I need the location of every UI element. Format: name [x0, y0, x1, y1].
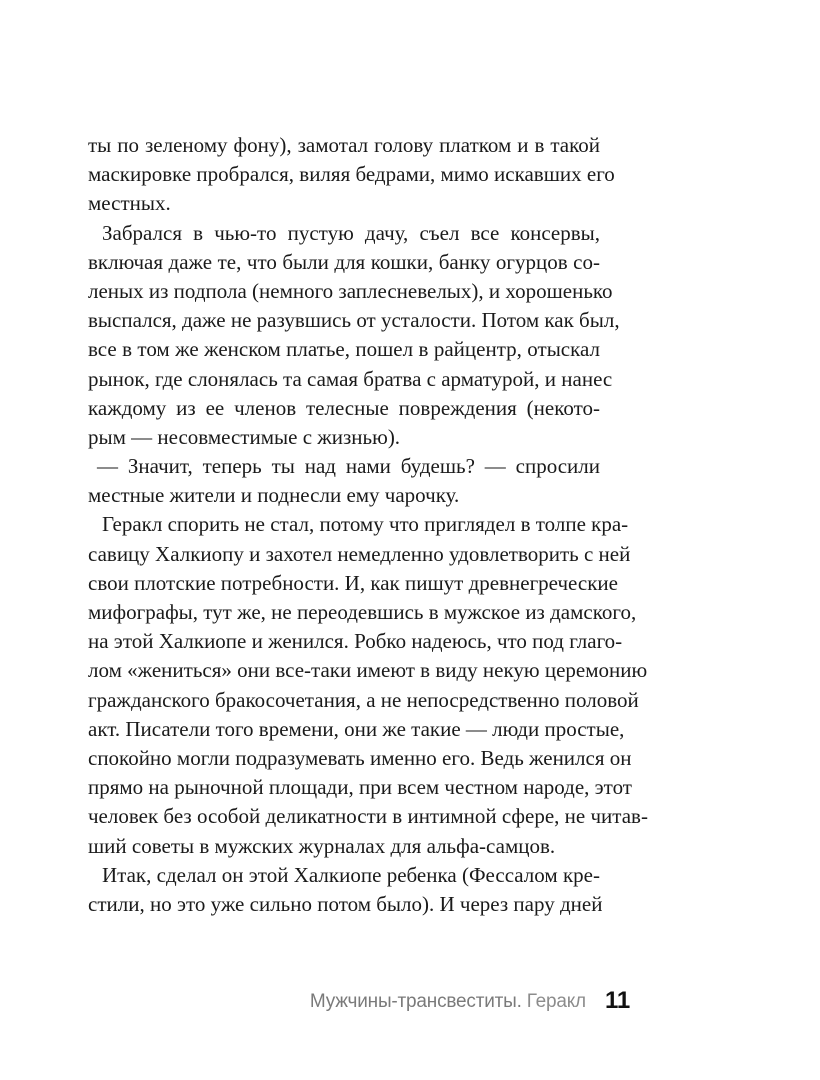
text-line: спокойно могли подразумевать именно его. Ведь женился он: [88, 745, 632, 770]
text-line: рынок, где слонялась та самая братва с арматурой, и нанес: [88, 366, 613, 391]
text-line: местных.: [88, 191, 171, 216]
text-line: Забрался в чью-то пустую дачу, съел все консервы,: [102, 220, 600, 245]
body-text: [88, 131, 648, 919]
text-line: все в том же женском платье, пошел в райцентр, отыскал: [88, 337, 600, 362]
page-number: 11: [605, 987, 630, 1014]
text-line: каждому из ее членов телесные повреждения (некото-: [88, 395, 600, 420]
text-line: савицу Халкиопу и захотел немедленно удовлетворить с ней: [88, 541, 631, 566]
text-line: Геракл спорить не стал, потому что приглядел в толпе кра-: [102, 512, 629, 537]
text-line: ты по зеленому фону), замотал голову платком и в такой: [88, 133, 600, 157]
text-line: включая даже те, что были для кошки, банку огурцов со-: [88, 249, 600, 274]
text-line: гражданского бракосочетания, а не непосредственно половой: [88, 687, 639, 712]
text-line: на этой Халкиопе и женился. Робко надеюсь, что под глаго-: [88, 629, 623, 654]
text-line: ший советы в мужских журналах для альфа-самцов.: [88, 833, 556, 858]
text-line: Итак, сделал он этой Халкиопе ребенка (Фессалом кре-: [102, 862, 600, 887]
text-line: человек без особой деликатности в интимной сфере, не читав-: [88, 804, 648, 829]
text-line: леных из подпола (немного заплесневелых), и хорошенько: [88, 278, 613, 303]
text-line: маскировке пробрался, виляя бедрами, мимо искавших его: [88, 162, 615, 187]
text-line: — Значит, теперь ты над нами будешь? — спросили: [97, 454, 600, 479]
text-line: мифографы, тут же, не переодевшись в мужское из дамского,: [88, 600, 637, 624]
text-line: рым — несовместимые с жизнью).: [88, 424, 401, 449]
text-line: свои плотские потребности. И, как пишут древнегреческие: [88, 570, 618, 595]
text-line: местные жители и поднесли ему чарочку.: [88, 483, 460, 508]
footer-chapter-title: Геракл: [526, 991, 586, 1012]
text-line: акт. Писатели того времени, они же такие — люди простые,: [88, 716, 625, 741]
footer-section-title: Мужчины-трансвеститы.: [309, 991, 522, 1012]
running-footer: [0, 986, 630, 1014]
text-line: стили, но это уже сильно потом было). И через пару дней: [88, 891, 603, 916]
text-line: лом «жениться» они все-таки имеют в виду некую церемонию: [88, 658, 648, 683]
text-line: выспался, даже не разувшись от усталости. Потом как был,: [88, 308, 620, 333]
text-line: прямо на рыночной площади, при всем честном народе, этот: [88, 775, 632, 800]
